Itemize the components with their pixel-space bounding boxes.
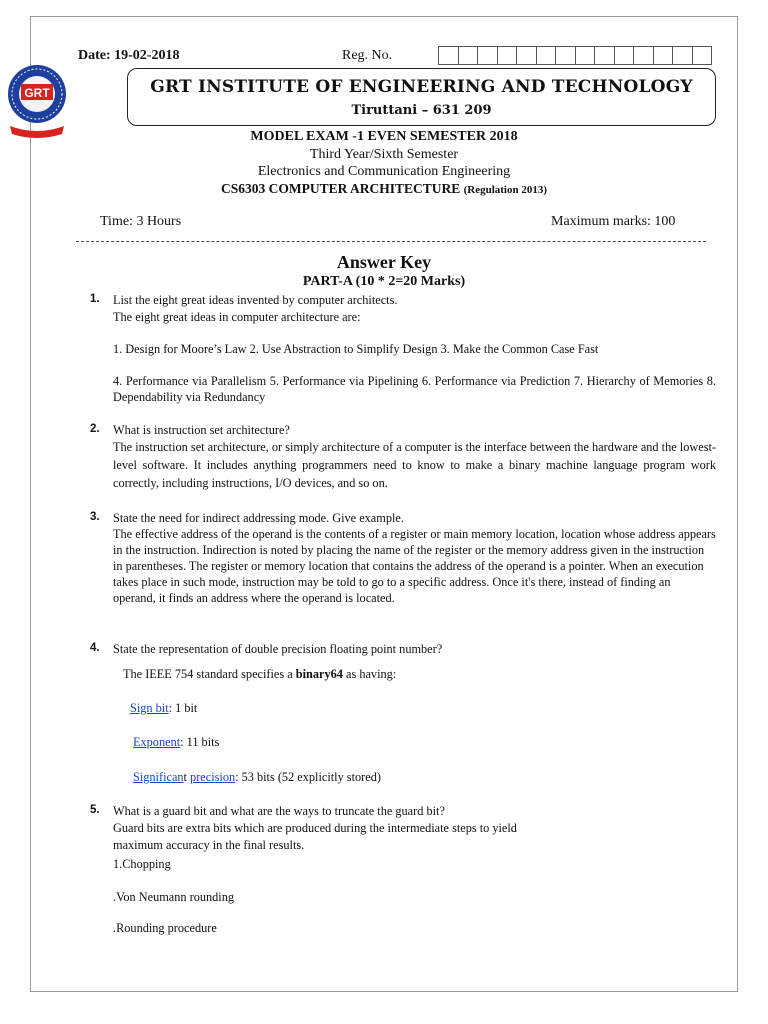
course-line (0, 181, 768, 197)
question-text: What is a guard bit and what are the ways to truncate the guard bit? (113, 804, 445, 818)
binary64-term: binary64 (295, 667, 343, 681)
question-number: 2. (90, 423, 100, 435)
institute-title-box (127, 68, 716, 126)
year-semester: Third Year/Sixth Semester (309, 147, 459, 162)
sign-bit-line: Sign bit: 1 bit (130, 701, 198, 715)
regulation: (Regulation 2013) (463, 184, 548, 196)
question-text: State the need for indirect addressing mode. Give example. (113, 511, 404, 525)
method-item: .Von Neumann rounding (113, 890, 235, 904)
answer-intro: The eight great ideas in computer architecture are: (113, 310, 361, 324)
question-text: What is instruction set architecture? (113, 423, 290, 437)
question-number: 4. (90, 642, 100, 654)
reg-no-boxes[interactable] (438, 46, 712, 65)
question-text: List the eight great ideas invented by computer architects. (113, 293, 398, 307)
part-a-heading: PART-A (10 * 2=20 Marks) (302, 274, 466, 289)
sign-bit-link[interactable]: Sign bit (130, 701, 169, 715)
exam-date: Date: 19-02-2018 (78, 48, 180, 63)
answer-paragraph: The instruction set architecture, or simply architecture of a computer is the interface between the hardware and the lowest-level software. It includes anything programmers need to know to make a binary machine language program work correctly, including instructions, I/O devices, and so on. (113, 440, 716, 490)
dashed-divider (76, 241, 706, 242)
answer-paragraph: 4. Performance via Parallelism 5. Performance via Pipelining 6. Performance via Prediction 7. Hierarchy of Memories 8. Dependability via Redundancy (113, 374, 716, 404)
answer-line: Guard bits are extra bits which are produced during the intermediate steps to yield (113, 821, 517, 835)
institute-city: Tiruttani – 631 209 (351, 103, 492, 118)
significand-line: Significant precision: 53 bits (52 explicitly stored) (133, 770, 381, 784)
significand-link[interactable]: Significan (133, 770, 184, 784)
exam-duration: Time: 3 Hours (100, 214, 182, 229)
answer-paragraph: The effective address of the operand is the contents of a register or main memory location, location whose address appears in the instruction. Indirection is noted by placing the name of the register or the memory address given in the instruction in parentheses. The register or memory location that contains the address of the operand is a pointer. When an execution takes place in such mode, instruction may be told to go to a specific address. Once it's there, instead of finding an operand, it finds an address where the operand is located. (113, 527, 716, 605)
course-name: CS6303 COMPUTER ARCHITECTURE (220, 181, 461, 196)
department: Electronics and Communication Engineering (257, 164, 511, 179)
maximum-marks: Maximum marks: 100 (551, 214, 676, 229)
institute-name: GRT INSTITUTE OF ENGINEERING AND TECHNOLOGY (150, 77, 693, 97)
ieee-intro: The IEEE 754 standard specifies a binary64 as having: (123, 667, 397, 681)
answer-key-title: Answer Key (336, 252, 432, 272)
question-number: 3. (90, 511, 100, 523)
question-number: 1. (90, 293, 100, 305)
question-text: State the representation of double precision floating point number? (113, 642, 443, 656)
method-item: .Rounding procedure (113, 921, 217, 935)
answer-line: maximum accuracy in the final results. (113, 838, 305, 852)
answer-line: 1. Design for Moore’s Law 2. Use Abstraction to Simplify Design 3. Make the Common Case Fast (113, 342, 599, 356)
precision-link[interactable]: precision (190, 770, 236, 784)
reg-no-label: Reg. No. (342, 48, 393, 63)
logo-lettering: GRT (24, 86, 50, 100)
exponent-line: Exponent: 11 bits (133, 735, 220, 749)
question-number: 5. (90, 804, 100, 816)
method-item: 1.Chopping (113, 857, 171, 871)
exam-title: MODEL EXAM -1 EVEN SEMESTER 2018 (250, 129, 518, 144)
exponent-link[interactable]: Exponent (133, 735, 181, 749)
